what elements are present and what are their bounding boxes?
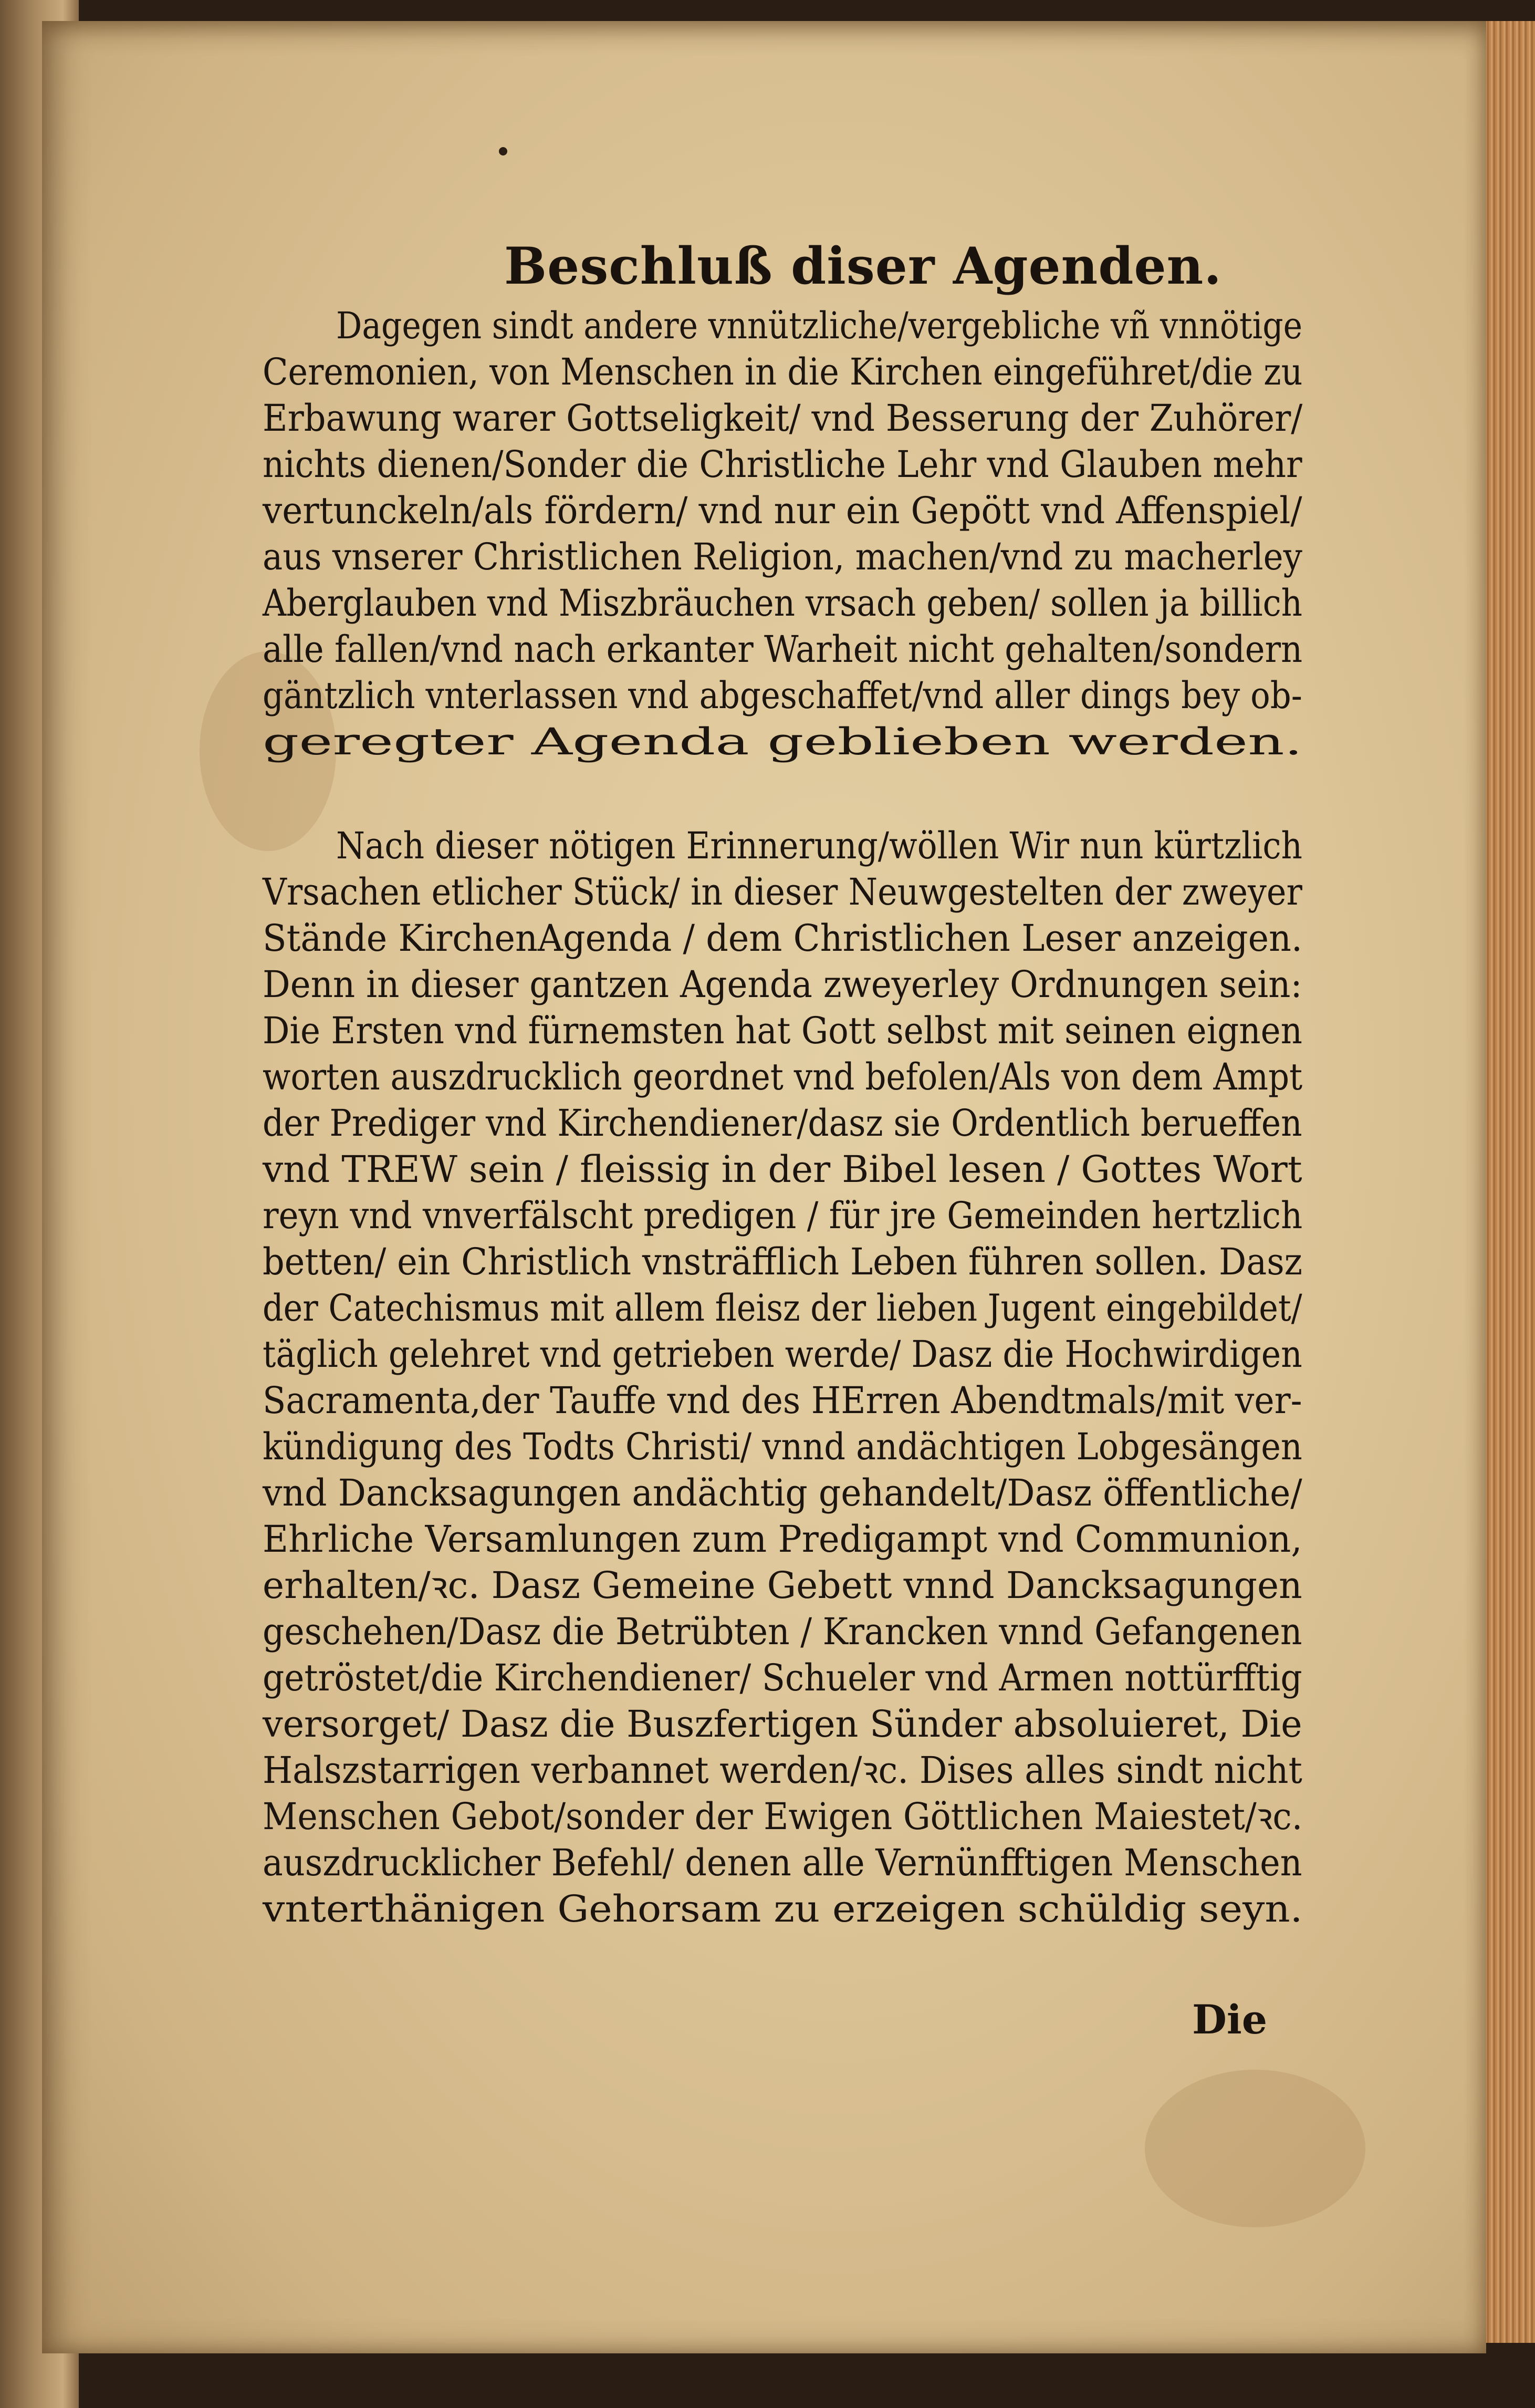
text-line: geregter Agenda geblieben werden.	[263, 720, 1303, 763]
text-line: gäntzlich vnterlassen vnd abgeschaffet/vnd aller dings bey ob-	[263, 674, 1302, 717]
text-line: kündigung des Todts Christi/ vnnd andächtigen Lobgesängen	[263, 1425, 1302, 1468]
text-line: Dagegen sindt andere vnnützliche/vergebliche vñ vnnötige	[336, 304, 1303, 347]
ink-dot	[499, 147, 507, 155]
text-line: versorget/ Dasz die Buszfertigen Sünder absoluieret, Die	[263, 1703, 1302, 1746]
text-line: vnd TREW sein / fleissig in der Bibel lesen / Gottes Wort	[263, 1148, 1302, 1191]
page-title: Beschluß diser Agenden.	[504, 236, 1222, 296]
text-line: der Catechismus mit allem fleisz der lieben Jugent eingebildet/	[263, 1286, 1302, 1330]
text-line: vnterthänigen Gehorsam zu erzeigen schüldig seyn.	[263, 1887, 1303, 1930]
text-line: Erbawung warer Gottseligkeit/ vnd Besserung der Zuhörer/	[263, 397, 1303, 440]
text-line: Sacramenta,der Tauffe vnd des HErren Abendtmals/mit ver-	[263, 1379, 1302, 1422]
text-line: vnd Dancksagungen andächtig gehandelt/Dasz öffentliche/	[263, 1471, 1302, 1514]
text-line: Vrsachen etlicher Stück/ in dieser Neuwgestelten der zweyer	[263, 870, 1302, 914]
paper-stain	[1145, 2070, 1365, 2227]
text-line: Stände KirchenAgenda / dem Christlichen Leser anzeigen.	[263, 917, 1303, 960]
text-line: getröstet/die Kirchendiener/ Schueler vnd Armen nottürfftig	[263, 1656, 1302, 1699]
text-line: worten auszdrucklich geordnet vnd befolen/Als von dem Ampt	[263, 1055, 1303, 1098]
text-line: geschehen/Dasz die Betrübten / Krancken vnnd Gefangenen	[263, 1610, 1302, 1653]
text-line: Denn in dieser gantzen Agenda zweyerley Ordnungen sein:	[263, 963, 1302, 1006]
text-line: vertunckeln/als fördern/ vnd nur ein Gepött vnd Affenspiel/	[263, 489, 1302, 532]
text-line: der Prediger vnd Kirchendiener/dasz sie Ordentlich berueffen	[263, 1102, 1302, 1145]
text-line: täglich gelehret vnd getrieben werde/ Dasz die Hochwirdigen	[263, 1333, 1302, 1376]
book-page	[42, 21, 1486, 2353]
text-line: Ehrliche Versamlungen zum Predigampt vnd Communion,	[263, 1518, 1302, 1561]
text-line: Aberglauben vnd Miszbräuchen vrsach geben/ sollen ja billich	[263, 582, 1303, 625]
text-line: Die Ersten vnd fürnemsten hat Gott selbst mit seinen eignen	[263, 1009, 1302, 1052]
text-line: reyn vnd vnverfälscht predigen / für jre Gemeinden hertzlich	[263, 1194, 1303, 1237]
text-line: Halszstarrigen verbannet werden/ꝛc. Dises alles sindt nicht	[263, 1749, 1302, 1792]
catchword: Die	[1192, 1996, 1268, 2043]
text-line: erhalten/ꝛc. Dasz Gemeine Gebett vnnd Dancksagungen	[263, 1564, 1302, 1607]
text-line: auszdrucklicher Befehl/ denen alle Vernünfftigen Menschen	[263, 1841, 1302, 1884]
text-line: betten/ ein Christlich vnsträfflich Leben führen sollen. Dasz	[263, 1240, 1303, 1283]
text-line: aus vnserer Christlichen Religion, machen/vnd zu macherley	[263, 535, 1302, 578]
text-line: nichts dienen/Sonder die Christliche Lehr vnd Glauben mehr	[263, 443, 1302, 486]
text-line: Nach dieser nötigen Erinnerung/wöllen Wir nun kürtzlich	[336, 824, 1303, 867]
text-line: Ceremonien, von Menschen in die Kirchen eingeführet/die zu	[263, 350, 1303, 393]
text-line: alle fallen/vnd nach erkanter Warheit nicht gehalten/sondern	[263, 628, 1303, 671]
text-line: Menschen Gebot/sonder der Ewigen Göttlichen Maiestet/ꝛc.	[263, 1795, 1303, 1838]
